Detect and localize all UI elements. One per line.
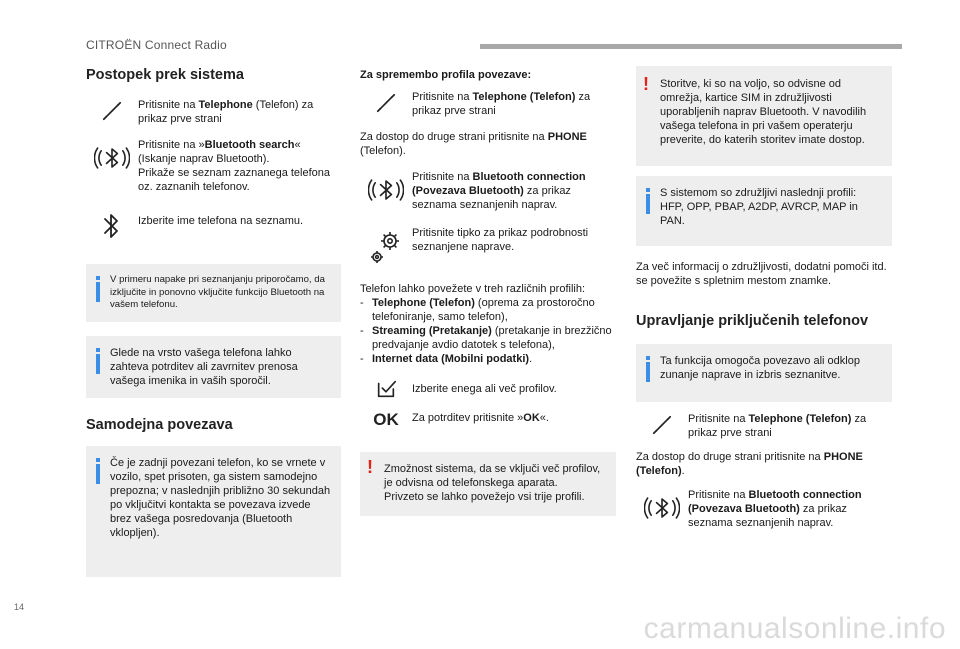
list-item: - Streaming (Pretakanje) (pretakanje in brezžično predvajanje avdio datotek s telefona), (360, 324, 616, 352)
compatibility-para: Za več informacij o združljivosti, dodatni pomoči itd. se povežite s spletnim mestom znamke. (636, 261, 887, 287)
bluetooth-connection-icon (360, 170, 412, 208)
info-marker-icon (96, 458, 100, 484)
profiles-intro: Telefon lahko povežete v treh različnih profilih: (360, 283, 586, 295)
note-pairing-error-text: V primeru napake pri seznanjanju priporočamo, da izključite in ponovno vključite funkcijo Bluetooth na vašem telefonu. (110, 274, 325, 310)
warning-marker-icon: ! (367, 457, 373, 477)
note-auto-connect (86, 446, 341, 577)
section-heading-system: Postopek prek sistema (86, 67, 244, 83)
step-telephone (360, 90, 616, 118)
step-telephone-text: Pritisnite na Telephone (Telefon) za prikaz prve strani (138, 99, 314, 125)
phone-page-para: Za dostop do druge strani pritisnite na PHONE (Telefon). (360, 131, 587, 157)
section-heading-manage-phones: Upravljanje priključenih telefonov (636, 313, 869, 329)
note-phonebook-transfer (86, 336, 341, 398)
phone-icon (636, 412, 688, 436)
ok-icon: OK (373, 410, 399, 429)
column-left (86, 66, 341, 577)
warning-marker-icon: ! (643, 74, 649, 94)
step-bluetooth-search (86, 138, 341, 194)
step-bluetooth-connection (636, 488, 892, 530)
step-select-profiles-text: Izberite enega ali več profilov. (412, 383, 557, 395)
step-device-details-text: Pritisnite tipko za prikaz podrobnosti seznanjene naprave. (412, 227, 589, 253)
list-item: - Telephone (Telefon) (oprema za prostoročno telefoniranje, samo telefon), (360, 296, 616, 324)
header-bar (480, 44, 902, 49)
page-number: 14 (14, 602, 25, 612)
step-bluetooth-search-text: Pritisnite na »Bluetooth search« (Iskanje naprav Bluetooth). Prikaže se seznam zaznanega telefona oz. zaznanih telefonov. (138, 139, 331, 193)
settings-icon (360, 224, 412, 266)
note-phonebook-transfer-text: Glede na vrsto vašega telefona lahko zahteva potrditev ali zavrnitev prenosa vašega imenika in vaših sporočil. (110, 346, 298, 387)
profile-change-heading: Za spremembo profila povezave: (360, 69, 532, 81)
warning-profiles (360, 452, 616, 516)
step-confirm (360, 408, 616, 430)
profile-list (360, 296, 616, 366)
step-select-profiles (360, 376, 616, 400)
warning-services (636, 66, 892, 166)
phone-icon (86, 98, 138, 122)
step-bluetooth-connection (360, 170, 616, 212)
bluetooth-icon (86, 208, 138, 242)
column-right (636, 66, 892, 530)
info-marker-icon (646, 356, 650, 382)
step-telephone-text: Pritisnite na Telephone (Telefon) za prikaz prve strani (688, 413, 867, 439)
checkbox-icon (360, 376, 412, 400)
note-compatible-profiles (636, 176, 892, 246)
step-bluetooth-connection-text: Pritisnite na Bluetooth connection (Povezava Bluetooth) za prikaz seznama seznanjenih naprav. (688, 489, 862, 529)
section-heading-auto-connect: Samodejna povezava (86, 416, 233, 433)
info-marker-icon (646, 188, 650, 214)
step-confirm-text: Za potrditev pritisnite »OK«. (412, 412, 549, 424)
step-telephone (86, 98, 341, 126)
watermark: carmanualsonline.info (643, 612, 946, 645)
note-auto-connect-text: Če je zadnji povezani telefon, ko se vrnete v vozilo, spet prisoten, ga sistem samodejno prepozna; v naslednjih približno 30 sekundah po vključitvi kontakta se povezava izvede brez vašega posredovanja (Bluetooth vklopljen). (110, 456, 331, 539)
step-telephone-text: Pritisnite na Telephone (Telefon) za prikaz prve strani (412, 91, 591, 117)
warning-profiles-text: Zmožnost sistema, da se vključi več profilov, je odvisna od telefonskega aparata. (384, 463, 601, 489)
step-device-details (360, 224, 616, 266)
column-middle (360, 66, 616, 516)
step-bluetooth-connection-text: Pritisnite na Bluetooth connection (Povezava Bluetooth) za prikaz seznama seznanjenih naprav. (412, 171, 586, 211)
note-compatible-profiles-text: S sistemom so združljivi naslednji profili: HFP, OPP, PBAP, A2DP, AVRCP, MAP in PAN. (660, 187, 858, 227)
note-pairing-error (86, 264, 341, 322)
warning-profiles-text-2: Privzeto se lahko povežejo vsi trije profili. (384, 491, 585, 503)
info-marker-icon (96, 348, 100, 374)
note-manage-function-text: Ta funkcija omogoča povezavo ali odklop zunanje naprave in izbris seznanitve. (660, 355, 860, 381)
header-title: CITROËN Connect Radio (86, 38, 227, 52)
list-item: - Internet data (Mobilni podatki). (360, 352, 616, 366)
warning-services-text: Storitve, ki so na voljo, so odvisne od omrežja, kartice SIM in združljivosti uporabljenih naprav Bluetooth. V navodilih vašega telefona in pri vašem operaterju preverite, do katerih storitev imate dostop. (660, 78, 867, 146)
step-telephone (636, 412, 892, 440)
bluetooth-connection-icon (636, 488, 688, 526)
note-manage-function (636, 344, 892, 402)
step-select-phone-text: Izberite ime telefona na seznamu. (138, 215, 304, 227)
bluetooth-search-icon (86, 138, 138, 176)
phone-icon (360, 90, 412, 114)
info-marker-icon (96, 276, 100, 302)
step-select-phone (86, 208, 341, 242)
phone-page-para: Za dostop do druge strani pritisnite na PHONE (Telefon). (636, 451, 863, 477)
